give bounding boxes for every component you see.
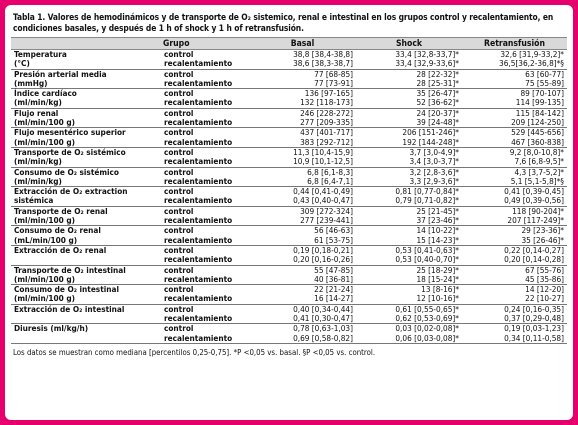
shock-cell: 3,3 [2,9-3,6]* <box>409 175 459 186</box>
basal-cell: 0,78 [0,63-1,03] <box>249 324 356 334</box>
basal-cell: 38,6 [38,3-38,7] <box>293 58 353 69</box>
shock-cell: 28 [25-31]* <box>416 77 459 88</box>
table-row <box>11 167 567 177</box>
group-cell: recalentamiento <box>164 175 233 186</box>
table-row <box>11 265 567 275</box>
header-retrans: Retransfusión <box>462 38 567 50</box>
basal-cell: 132 [118-173] <box>300 97 353 108</box>
shock-cell: 28 [22-32]* <box>356 69 462 79</box>
table-row-group <box>11 187 567 207</box>
group-cell: recalentamiento <box>164 234 233 245</box>
shock-cell: 15 [14-23]* <box>416 234 459 245</box>
group-cell: control <box>161 285 249 295</box>
shock-cell: 0,53 [0,40-0,70]* <box>395 254 459 265</box>
variable-label: Transporte de O₂ renal <box>11 206 161 216</box>
basal-cell: 0,20 [0,16-0,26] <box>293 254 353 265</box>
table-row <box>11 294 567 304</box>
table-row <box>11 236 567 246</box>
retrans-cell: 63 [60-77] <box>462 69 567 79</box>
group-cell: recalentamiento <box>164 254 233 265</box>
variable-label: (ml/min/kg) <box>14 97 62 108</box>
shock-cell: 0,62 [0,53-0,69]* <box>395 313 459 324</box>
group-cell: control <box>161 304 249 314</box>
table-row-group <box>11 206 567 226</box>
variable-label: (ml/min/kg) <box>14 175 62 186</box>
table-row-group <box>11 285 567 305</box>
table-row <box>11 157 567 167</box>
group-cell: control <box>161 50 249 60</box>
basal-cell: 0,43 [0,40-0,47] <box>293 195 353 206</box>
table-row <box>11 108 567 118</box>
basal-cell: 11,3 [10,4-15,9] <box>249 147 356 157</box>
variable-label: Consumo de O₂ intestinal <box>11 285 161 295</box>
footnote: Los datos se muestran como mediana [percentilos 0,25-0,75]. *P <0,05 vs. basal. §P <0,05 vs. control. <box>13 347 376 357</box>
table-row <box>11 59 567 69</box>
group-cell: recalentamiento <box>161 334 249 344</box>
header-shock: Shock <box>356 38 462 50</box>
basal-cell: 10,9 [10,1-12,5] <box>293 156 353 167</box>
group-cell: recalentamiento <box>164 313 233 324</box>
table-row <box>11 69 567 79</box>
group-cell: control <box>161 324 249 334</box>
shock-cell: 206 [151-246]* <box>356 128 462 138</box>
retrans-cell: 14 [12-20] <box>462 285 567 295</box>
shock-cell: 39 [24-48]* <box>416 117 459 128</box>
retrans-cell: 32,6 [31,9-33,2]* <box>462 50 567 60</box>
variable-label: Consumo de O₂ sistémico <box>11 167 161 177</box>
basal-cell: 77 [68-85] <box>249 69 356 79</box>
shock-cell: 3,4 [3,0-3,7]* <box>409 156 459 167</box>
retrans-cell: 5,1 [5,1-5,8]*§ <box>510 175 564 186</box>
table-row <box>11 304 567 314</box>
shock-cell: 192 [144-248]* <box>402 136 459 147</box>
retrans-cell: 89 [70-107] <box>462 89 567 99</box>
table-row <box>11 285 567 295</box>
group-cell: control <box>161 108 249 118</box>
table-row <box>11 98 567 108</box>
variable-label: (ml/min/kg) <box>14 156 62 167</box>
group-cell: control <box>161 89 249 99</box>
shock-cell: 12 [10-16]* <box>416 293 459 304</box>
variable-label: Transporte de O₂ sistémico <box>11 147 161 157</box>
group-cell: recalentamiento <box>164 273 233 284</box>
group-cell: control <box>161 128 249 138</box>
basal-cell: 0,40 [0,34-0,44] <box>249 304 356 314</box>
group-cell: recalentamiento <box>164 136 233 147</box>
basal-cell: 16 [14-27] <box>314 293 353 304</box>
table-row <box>11 245 567 255</box>
header-group: Grupo <box>161 38 249 50</box>
shock-cell: 33,4 [32,9-33,6]* <box>395 58 459 69</box>
retrans-cell: 4,3 [3,7-5,2]* <box>462 167 567 177</box>
retrans-cell: 36,5[36,2-36,8]*§ <box>499 58 564 69</box>
retrans-cell: 22 [10-27] <box>525 293 564 304</box>
group-cell: control <box>161 69 249 79</box>
table-row-group <box>11 324 567 344</box>
header-row <box>11 38 567 50</box>
table-row <box>11 226 567 236</box>
variable-label: (ml/min/100 g) <box>14 136 75 147</box>
group-cell: control <box>161 245 249 255</box>
variable-label <box>11 255 161 265</box>
retrans-cell: 114 [99-135] <box>515 97 564 108</box>
group-cell: recalentamiento <box>164 156 233 167</box>
shock-cell: 35 [26-47]* <box>356 89 462 99</box>
variable-label: Flujo mesentérico superior <box>11 128 161 138</box>
variable-label: (mmHg) <box>14 77 48 88</box>
shock-cell: 0,06 [0,03-0,08]* <box>356 334 462 344</box>
variable-label: sistémica <box>14 195 54 206</box>
variable-label: (ml/min/100 g) <box>14 273 75 284</box>
retrans-cell: 35 [26-46]* <box>521 234 564 245</box>
shock-cell: 13 [8-16]* <box>356 285 462 295</box>
shock-cell: 3,7 [3,0-4,9]* <box>356 147 462 157</box>
table-row-group <box>11 50 567 70</box>
table-row-group <box>11 265 567 285</box>
group-cell: recalentamiento <box>164 58 233 69</box>
shock-cell: 52 [36-62]* <box>416 97 459 108</box>
group-cell: control <box>161 265 249 275</box>
retrans-cell: 207 [117-249]* <box>507 215 564 226</box>
group-cell: recalentamiento <box>164 77 233 88</box>
shock-cell: 33,4 [32,8-33,7]* <box>356 50 462 60</box>
shock-cell: 0,03 [0,02-0,08]* <box>356 324 462 334</box>
retrans-cell: 0,34 [0,11-0,58] <box>462 334 567 344</box>
basal-cell: 277 [209-335] <box>300 117 353 128</box>
header-basal: Basal <box>249 38 356 50</box>
shock-cell: 25 [21-45]* <box>356 206 462 216</box>
variable-label: (ml/min/100 g) <box>14 215 75 226</box>
group-cell: control <box>161 187 249 197</box>
basal-cell: 6,8 [6,4-7,1] <box>307 175 353 186</box>
table-row-group <box>11 128 567 148</box>
basal-cell: 136 [97-165] <box>249 89 356 99</box>
table-row-group <box>11 108 567 128</box>
variable-label: Transporte de O₂ intestinal <box>11 265 161 275</box>
group-cell: control <box>161 167 249 177</box>
table-row <box>11 50 567 60</box>
shock-cell: 0,61 [0,55-0,65]* <box>356 304 462 314</box>
retrans-cell: 0,19 [0,03-1,23] <box>462 324 567 334</box>
basal-cell: 0,19 [0,18-0,21] <box>249 245 356 255</box>
table-row-group <box>11 89 567 109</box>
table-row-group <box>11 304 567 324</box>
shock-cell: 37 [23-46]* <box>416 215 459 226</box>
table-row-group <box>11 226 567 246</box>
variable-label <box>11 334 161 344</box>
table-row <box>11 324 567 334</box>
data-table <box>11 37 567 344</box>
retrans-cell: 529 [445-656] <box>462 128 567 138</box>
table-card <box>5 5 573 420</box>
retrans-cell: 0,49 [0,39-0,56] <box>504 195 564 206</box>
basal-cell: 40 [36-81] <box>314 273 353 284</box>
basal-cell: 61 [53-75] <box>314 234 353 245</box>
table-row-group <box>11 167 567 187</box>
table-row <box>11 89 567 99</box>
group-cell: recalentamiento <box>164 97 233 108</box>
retrans-cell: 0,22 [0,14-0,27] <box>462 245 567 255</box>
basal-cell: 0,69 [0,58-0,82] <box>249 334 356 344</box>
table-row <box>11 79 567 89</box>
variable-label: Índice cardíaco <box>11 89 161 99</box>
retrans-cell: 9,2 [8,0-10,8]* <box>462 147 567 157</box>
table-row <box>11 147 567 157</box>
table-row <box>11 255 567 265</box>
group-cell: recalentamiento <box>164 215 233 226</box>
table-row <box>11 206 567 216</box>
shock-cell: 0,53 [0,41-0,63]* <box>356 245 462 255</box>
retrans-cell: 209 [124-250] <box>511 117 564 128</box>
header-label <box>11 38 161 50</box>
basal-cell: 0,44 [0,41-0,49] <box>249 187 356 197</box>
retrans-cell: 0,37 [0,29-0,48] <box>504 313 564 324</box>
table-row <box>11 314 567 324</box>
retrans-cell: 29 [23-36]* <box>462 226 567 236</box>
variable-label: Consumo de O₂ renal <box>11 226 161 236</box>
retrans-cell: 7,6 [6,8-9,5]* <box>514 156 564 167</box>
variable-label: (°C) <box>14 58 30 69</box>
retrans-cell: 118 [90-204]* <box>462 206 567 216</box>
variable-label: Extracción de O₂ extraction <box>11 187 161 197</box>
shock-cell: 14 [10-22]* <box>356 226 462 236</box>
table-row-group <box>11 245 567 265</box>
retrans-cell: 0,24 [0,16-0,35] <box>462 304 567 314</box>
group-cell: control <box>161 226 249 236</box>
table-row <box>11 334 567 344</box>
variable-label: (ml/min/100 g) <box>14 293 75 304</box>
variable-label: Extracción de O₂ intestinal <box>11 304 161 314</box>
retrans-cell: 75 [55-89] <box>525 77 564 88</box>
retrans-cell: 115 [84-142] <box>462 108 567 118</box>
variable-label: Extracción de O₂ renal <box>11 245 161 255</box>
basal-cell: 6,8 [6,1-8,3] <box>249 167 356 177</box>
basal-cell: 38,8 [38,4-38,8] <box>249 50 356 60</box>
group-cell: control <box>161 206 249 216</box>
basal-cell: 437 [401-717] <box>249 128 356 138</box>
variable-label: Diuresis (ml/kg/h) <box>11 324 161 334</box>
retrans-cell: 45 [35-86] <box>525 273 564 284</box>
basal-cell: 277 [239-441] <box>300 215 353 226</box>
retrans-cell: 0,41 [0,39-0,45] <box>462 187 567 197</box>
basal-cell: 246 [228-272] <box>249 108 356 118</box>
group-cell: recalentamiento <box>164 293 233 304</box>
shock-cell: 3,2 [2,8-3,6]* <box>356 167 462 177</box>
basal-cell: 56 [46-63] <box>249 226 356 236</box>
variable-label: Flujo renal <box>11 108 161 118</box>
basal-cell: 22 [21-24] <box>249 285 356 295</box>
table-row <box>11 187 567 197</box>
basal-cell: 309 [272-324] <box>249 206 356 216</box>
table-row <box>11 128 567 138</box>
shock-cell: 18 [15-24]* <box>416 273 459 284</box>
shock-cell: 0,81 [0,77-0,84]* <box>356 187 462 197</box>
variable-label: Presión arterial media <box>11 69 161 79</box>
table-row <box>11 138 567 148</box>
basal-cell: 77 [73-91] <box>314 77 353 88</box>
variable-label: (ml/min/100 g) <box>14 117 75 128</box>
retrans-cell: 67 [55-76] <box>462 265 567 275</box>
group-cell: recalentamiento <box>164 117 233 128</box>
shock-cell: 25 [18-29]* <box>356 265 462 275</box>
table-row-group <box>11 147 567 167</box>
table-row <box>11 196 567 206</box>
variable-label: (mL/min/100 g) <box>14 234 78 245</box>
table-caption: Tabla 1. Valores de hemodinámicos y de transporte de O₂ sistemico, renal e intestinal en los grupos control y recalentamiento, en condiciones basales, y después de 1 h of shock y 1 h of retransfusión. <box>13 12 554 33</box>
basal-cell: 383 [292-712] <box>300 136 353 147</box>
retrans-cell: 467 [360-838] <box>511 136 564 147</box>
shock-cell: 0,79 [0,71-0,82]* <box>395 195 459 206</box>
shock-cell: 24 [20-37]* <box>356 108 462 118</box>
table-row-group <box>11 69 567 89</box>
group-cell: control <box>161 147 249 157</box>
basal-cell: 55 [47-85] <box>249 265 356 275</box>
variable-label: Temperatura <box>11 50 161 60</box>
basal-cell: 0,41 [0,30-0,47] <box>293 313 353 324</box>
group-cell: recalentamiento <box>164 195 233 206</box>
retrans-cell: 0,20 [0,14-0,28] <box>504 254 564 265</box>
